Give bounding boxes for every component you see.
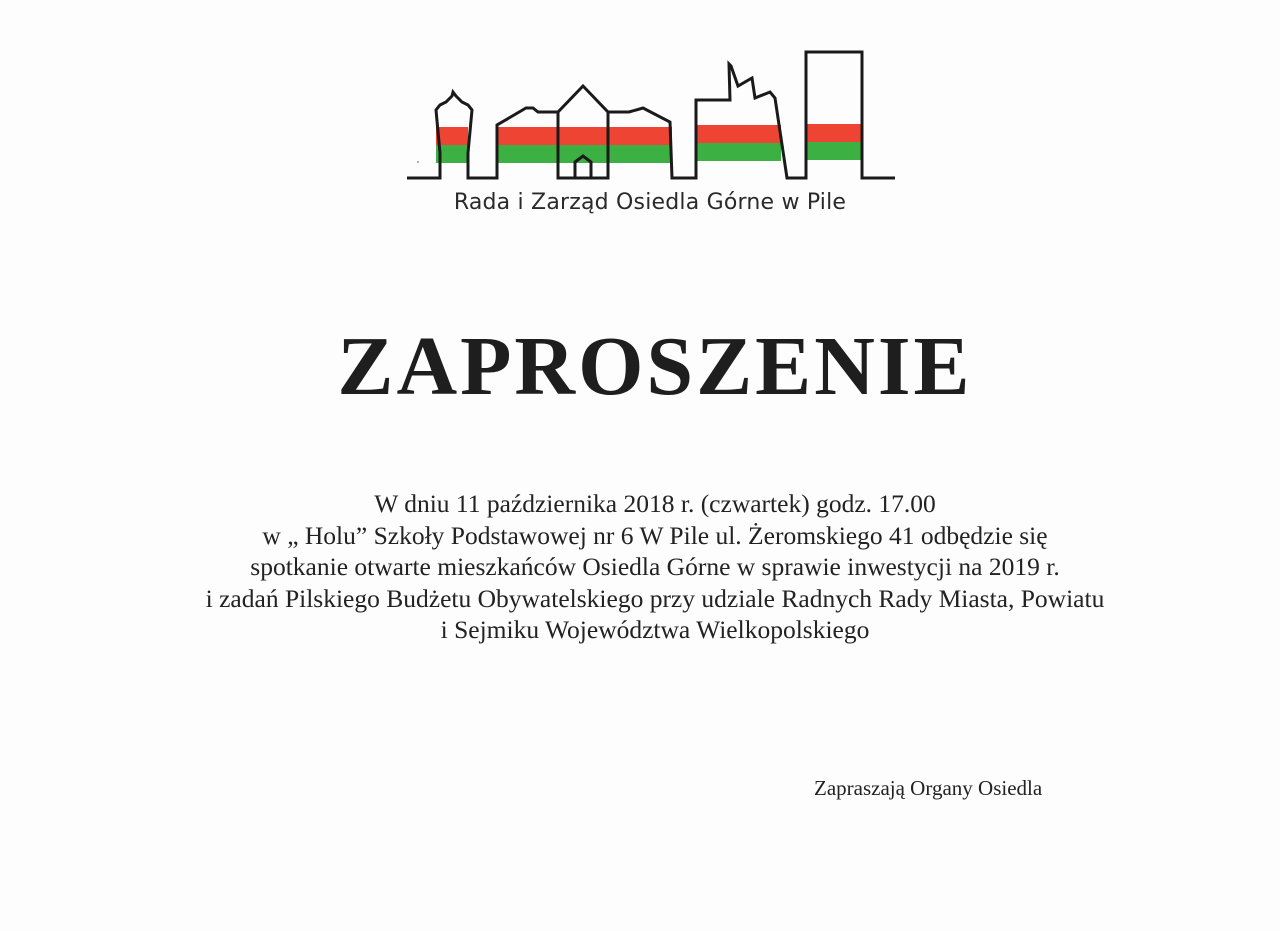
body-line: i Sejmiku Województwa Wielkopolskiego <box>440 615 870 644</box>
logo-skyline <box>400 40 900 190</box>
skyline-icon <box>400 40 900 190</box>
body-line: w „ Holu” Szkoły Podstawowej nr 6 W Pile ul. Żeromskiego 41 odbędzie się <box>262 520 1048 550</box>
body-line: i zadań Pilskiego Budżetu Obywatelskiego przy udziale Radnych Rady Miasta, Powiatu <box>205 583 1105 613</box>
signature: Zapraszają Organy Osiedla <box>814 776 1043 800</box>
invitation-body <box>0 488 1280 646</box>
body-line: W dniu 11 października 2018 r. (czwartek) godz. 17.00 <box>374 489 936 518</box>
flag-bands <box>436 124 862 163</box>
body-line: spotkanie otwarte mieszkańców Osiedla Górne w sprawie inwestycji na 2019 r. <box>250 552 1060 581</box>
document-title: ZAPROSZENIE <box>337 320 973 413</box>
logo-caption: Rada i Zarząd Osiedla Górne w Pile <box>453 190 847 215</box>
